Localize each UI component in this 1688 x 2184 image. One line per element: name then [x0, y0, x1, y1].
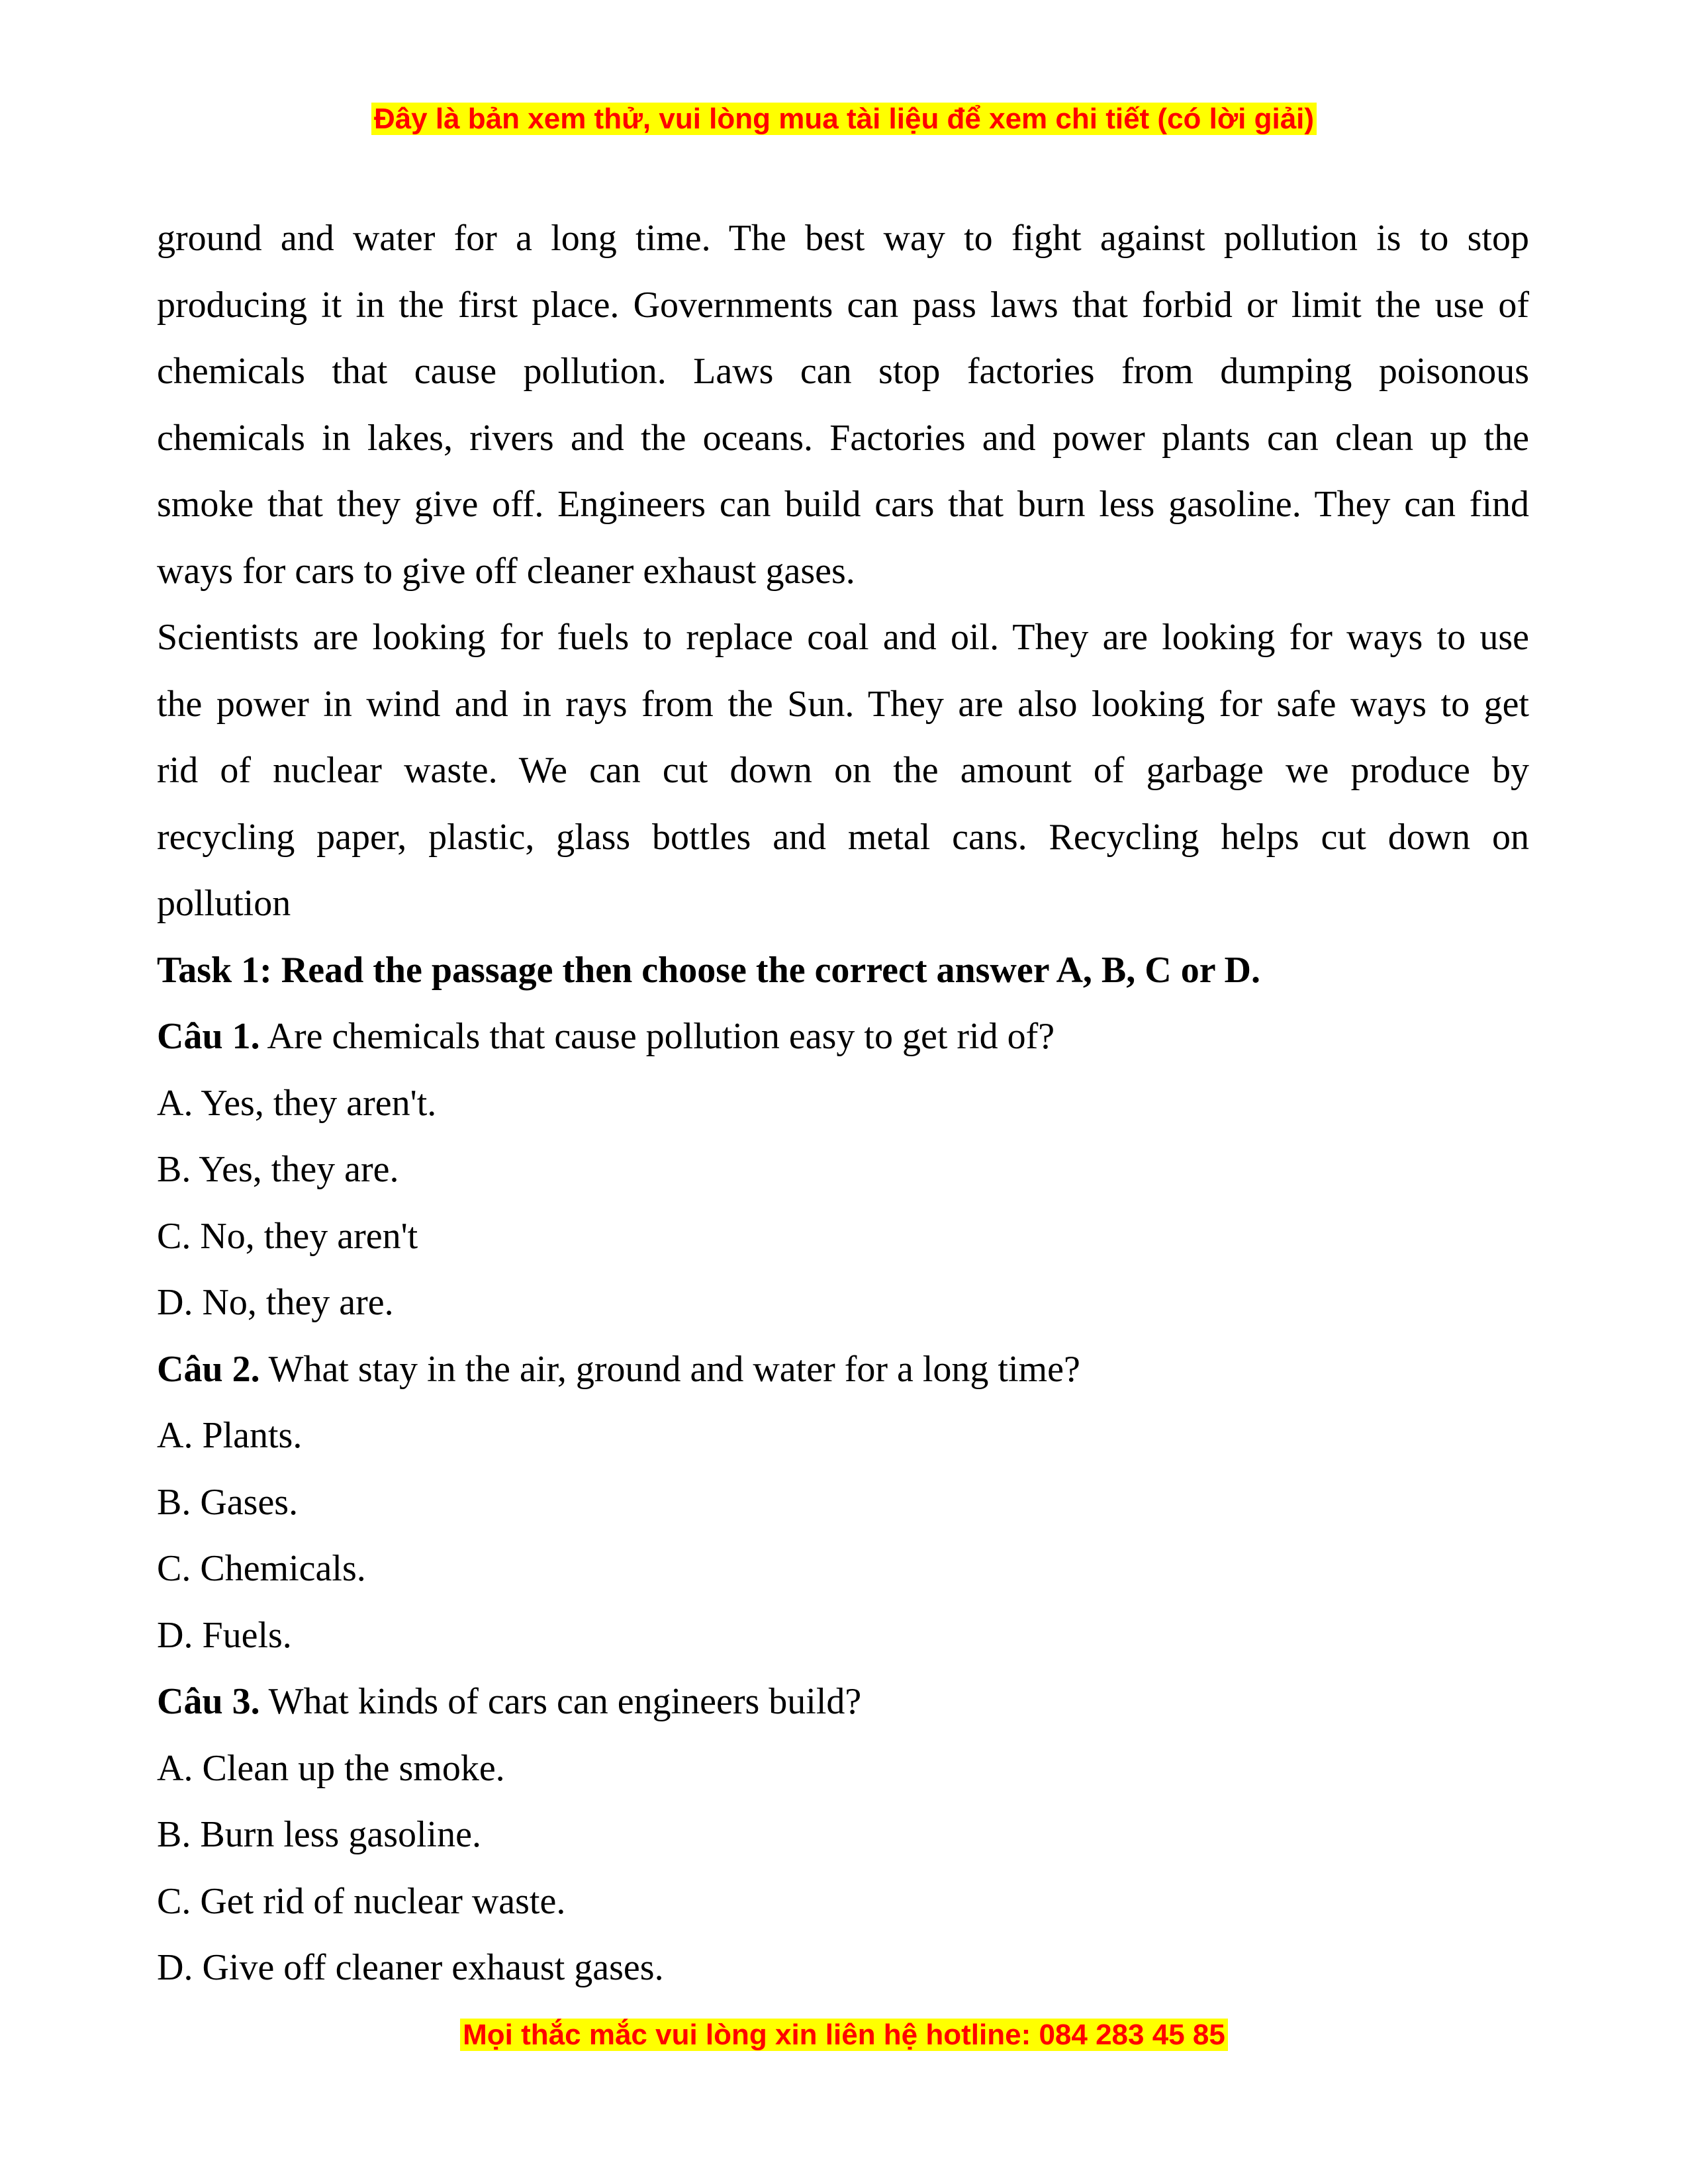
answer-option: D. Give off cleaner exhaust gases. [157, 1947, 664, 1988]
document-body [157, 205, 1529, 2001]
task-title: Task 1: Read the passage then choose the correct answer A, B, C or D. [157, 949, 1260, 991]
question-label: Câu 2. [157, 1348, 260, 1390]
passage-line: pollution [157, 883, 291, 924]
answer-option: C. Chemicals. [157, 1548, 366, 1589]
passage-line: ground and water for a long time. The best way to fight against pollution is to stop [157, 218, 1529, 259]
question-2 [157, 1336, 1529, 1669]
passage-line: smoke that they give off. Engineers can build cars that burn less gasoline. They can find [157, 484, 1529, 525]
passage-line: recycling paper, plastic, glass bottles and metal cans. Recycling helps cut down on [157, 816, 1529, 858]
passage-line: chemicals that cause pollution. Laws can stop factories from dumping poisonous [157, 351, 1529, 392]
question-stem [157, 1003, 1529, 1070]
answer-option: D. No, they are. [157, 1282, 394, 1323]
question-label: Câu 1. [157, 1016, 260, 1057]
question-text: What stay in the air, ground and water for a long time? [259, 1348, 1080, 1390]
passage-line: rid of nuclear waste. We can cut down on the amount of garbage we produce by [157, 750, 1529, 791]
question-text: What kinds of cars can engineers build? [259, 1681, 862, 1722]
question-stem [157, 1668, 1529, 1735]
answer-option: B. Burn less gasoline. [157, 1814, 481, 1855]
question-text: Are chemicals that cause pollution easy to get rid of? [259, 1016, 1055, 1057]
reading-passage [157, 205, 1529, 937]
question-stem [157, 1336, 1529, 1403]
question-3 [157, 1668, 1529, 2001]
preview-notice-banner [0, 99, 1688, 139]
answer-option: A. Plants. [157, 1415, 303, 1456]
passage-line: ways for cars to give off cleaner exhaust gases. [157, 550, 855, 592]
passage-line: chemicals in lakes, rivers and the oceans. Factories and power plants can clean up the [157, 417, 1529, 459]
answer-option: C. Get rid of nuclear waste. [157, 1880, 566, 1922]
answer-option: A. Clean up the smoke. [157, 1747, 505, 1789]
hotline-text: Mọi thắc mắc vui lòng xin liên hệ hotline: 084 283 45 85 [460, 2019, 1228, 2051]
question-label: Câu 3. [157, 1681, 260, 1722]
answer-option: C. No, they aren't [157, 1215, 418, 1257]
answer-option: D. Fuels. [157, 1614, 292, 1656]
passage-line: Scientists are looking for fuels to replace coal and oil. They are looking for ways to use [157, 617, 1529, 658]
question-1 [157, 1003, 1529, 1336]
hotline-banner [0, 2015, 1688, 2055]
passage-line: producing it in the first place. Governments can pass laws that forbid or limit the use of [157, 284, 1529, 326]
preview-notice-text: Đây là bản xem thử, vui lòng mua tài liệu để xem chi tiết (có lời giải) [371, 103, 1317, 135]
answer-option: A. Yes, they aren't. [157, 1082, 437, 1124]
answer-option: B. Gases. [157, 1481, 299, 1523]
passage-line: the power in wind and in rays from the Sun. They are also looking for safe ways to get [157, 683, 1529, 725]
answer-option: B. Yes, they are. [157, 1149, 399, 1190]
